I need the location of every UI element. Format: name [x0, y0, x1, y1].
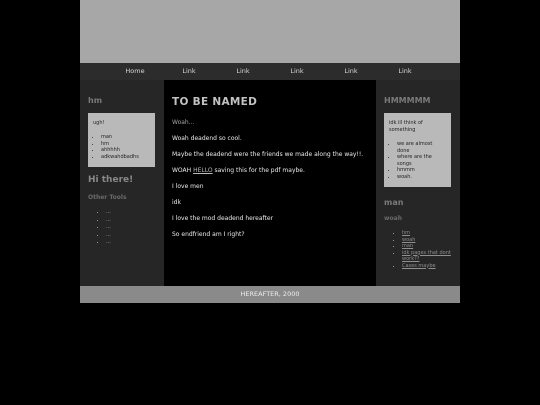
paragraph: idk: [172, 199, 181, 206]
right-box-list: [389, 141, 446, 180]
list-item: • we are almost done: [397, 141, 446, 154]
paragraph: So endfriend am I right?: [172, 231, 245, 238]
nav-link[interactable]: Link: [344, 67, 358, 75]
list-item: [402, 263, 452, 270]
paragraph: Woah deadend so cool.: [172, 135, 242, 142]
list-item: • man: [101, 134, 150, 141]
nav-link[interactable]: Link: [290, 67, 304, 75]
tools-list: [88, 209, 156, 247]
greeting-heading: Hi there!: [88, 175, 134, 185]
tool-item[interactable]: • ...: [106, 232, 156, 240]
paragraph: I love the mod deadend hereafter: [172, 215, 274, 222]
list-item: • where are the songs: [397, 154, 446, 167]
paragraph-with-link: [172, 168, 368, 174]
nav-bar: [80, 63, 460, 80]
paragraph: Maybe the deadend were the friends we made along the way!!.: [172, 151, 364, 158]
nav-link[interactable]: Link: [236, 67, 250, 75]
sidebar-link[interactable]: idk pages that dont work??: [402, 249, 451, 262]
content-area: [80, 80, 460, 286]
left-info-box: [88, 113, 155, 167]
header-banner: [80, 0, 460, 63]
main-content: [164, 80, 376, 286]
sidebar-link[interactable]: Cases maybe: [402, 262, 436, 269]
other-tools-heading: Other Tools: [88, 194, 127, 201]
right-links-list: [384, 230, 452, 269]
right-section-title: man: [384, 198, 404, 207]
right-sidebar: [376, 80, 460, 286]
list-item: • woah.: [397, 174, 446, 181]
page: [80, 0, 460, 303]
list-item: • ahhhhh: [101, 147, 150, 154]
tool-item[interactable]: • ...: [106, 239, 156, 247]
footer: HEREAFTER, 2000: [80, 286, 460, 303]
list-item: • hmmm: [397, 167, 446, 174]
right-sidebar-title: HMMMMM: [384, 96, 431, 105]
nav-link[interactable]: Link: [398, 67, 412, 75]
right-section-subtitle: woah: [384, 215, 402, 222]
right-box-text: idk ill think of something: [389, 120, 423, 133]
left-box-text: ugh!: [93, 120, 105, 126]
left-box-list: [93, 134, 150, 160]
list-item: • hm: [101, 141, 150, 148]
text: WOAH: [172, 167, 194, 174]
right-info-box: [384, 113, 451, 187]
hello-link[interactable]: HELLO: [193, 167, 213, 174]
tool-item[interactable]: • ...: [106, 209, 156, 217]
nav-home[interactable]: Home: [125, 67, 145, 75]
page-title: TO BE NAMED: [172, 96, 258, 108]
sidebar-link[interactable]: man: [402, 243, 414, 249]
tool-item[interactable]: • ...: [106, 217, 156, 225]
sidebar-link[interactable]: woah: [402, 236, 416, 243]
text: saving this for the pdf maybe.: [212, 167, 305, 174]
page-subtitle: Woah...: [172, 119, 195, 126]
list-item: [402, 250, 452, 263]
left-sidebar: [80, 80, 164, 286]
tool-item[interactable]: • ...: [106, 224, 156, 232]
nav-link[interactable]: Link: [182, 67, 196, 75]
sidebar-link[interactable]: hm: [402, 230, 411, 236]
left-sidebar-title: hm: [88, 96, 103, 105]
list-item: • adkwahdbadhs: [101, 154, 150, 161]
paragraph: I love men: [172, 183, 204, 190]
